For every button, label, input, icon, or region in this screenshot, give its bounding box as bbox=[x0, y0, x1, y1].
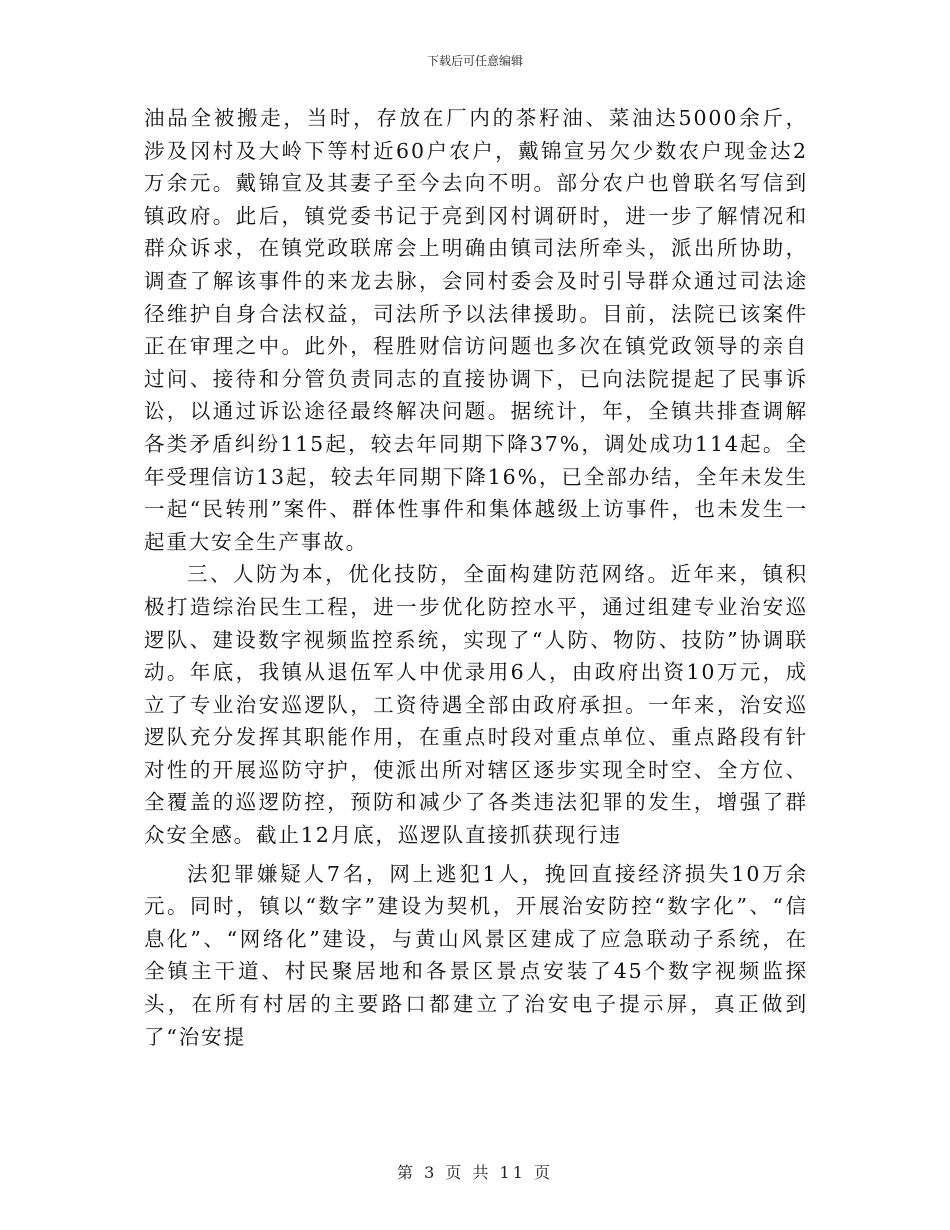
page-header-note: 下载后可任意编辑 bbox=[426, 54, 523, 68]
page-number: 第 3 页 共 11 页 bbox=[397, 1163, 553, 1182]
paragraph-3: 法犯罪嫌疑人7名，网上逃犯1人，挽回直接经济损失10万余元。同时，镇以“数字”建设为契机，开展治安防控“数字化”、“信息化”、“网络化”建设，与黄山风景区建成了应急联动子系统，在全镇主干道、村民聚居地和各景区景点安装了45个数字视频监探头，在所有村居的主要路口都建立了治安电子提示屏，真正做到了“治安提 bbox=[144, 861, 808, 1049]
document-body bbox=[144, 102, 808, 1053]
paragraph-1: 油品全被搬走，当时，存放在厂内的茶籽油、菜油达5000余斤，涉及冈村及大岭下等村近60户农户，戴锦宣另欠少数农户现金达2万余元。戴锦宣及其妻子至今去向不明。部分农户也曾联名写信到镇政府。此后，镇党委书记于亮到冈村调研时，进一步了解情况和群众诉求，在镇党政联席会上明确由镇司法所牵头，派出所协助，调查了解该事件的来龙去脉，会同村委会及时引导群众通过司法途径维护自身合法权益，司法所予以法律援助。目前，法院已该案件正在审理之中。此外，程胜财信访问题也多次在镇党政领导的亲自过问、接待和分管负责同志的直接协调下，已向法院提起了民事诉讼，以通过诉讼途径最终解决问题。据统计，年，全镇共排查调解各类矛盾纠纷115起，较去年同期下降37%，调处成功114起。全年受理信访13起，较去年同期下降16%，已全部办结，全年未发生一起“民转刑”案件、群体性事件和集体越级上访事件，也未发生一起重大安全生产事故。 bbox=[144, 106, 808, 554]
paragraph-2: 三、人防为本，优化技防，全面构建防范网络。近年来，镇积极打造综治民生工程，进一步优化防控水平，通过组建专业治安巡逻队、建设数字视频监控系统，实现了“人防、物防、技防”协调联动。年底，我镇从退伍军人中优录用6人，由政府出资10万元，成立了专业治安巡逻队，工资待遇全部由政府承担。一年来，治安巡逻队充分发挥其职能作用，在重点时段对重点单位、重点路段有针对性的开展巡防守护，使派出所对辖区逐步实现全时空、全方位、全覆盖的巡逻防控，预防和减少了各类违法犯罪的发生，增强了群众安全感。截止12月底，巡逻队直接抓获现行违 bbox=[144, 562, 808, 848]
